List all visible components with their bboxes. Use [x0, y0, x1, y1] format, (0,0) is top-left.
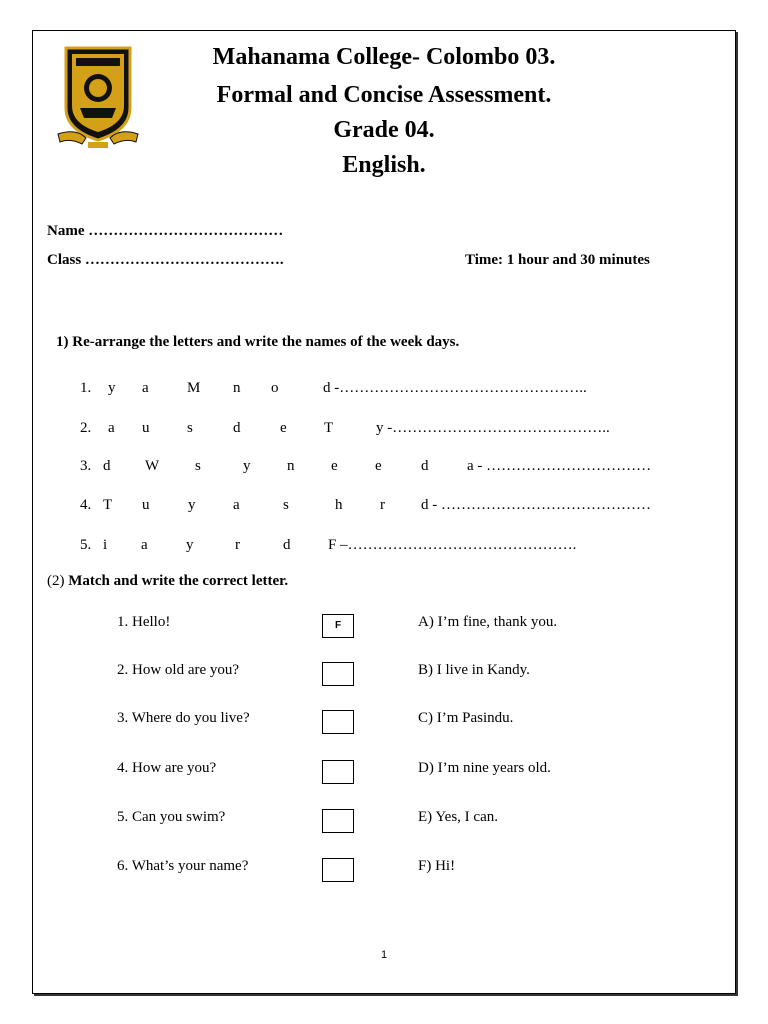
q1-scrambled-letter: a — [233, 497, 240, 513]
q1-scrambled-letter: s — [195, 458, 201, 474]
q1-scrambled-letter: e — [280, 420, 287, 436]
q1-scrambled-letter: o — [271, 380, 279, 396]
q1-title: 1) Re-arrange the letters and write the names of the week days. — [56, 334, 460, 350]
school-title: Mahanama College- Colombo 03. — [212, 44, 556, 70]
q1-scrambled-letter: h — [335, 497, 343, 513]
assessment-title: Formal and Concise Assessment. — [216, 82, 552, 108]
q1-scrambled-letter: n — [233, 380, 241, 396]
q1-scrambled-letter: y — [188, 497, 196, 513]
q1-item-number: 3. — [80, 458, 92, 474]
q1-scrambled-letter: r — [235, 537, 240, 553]
q1-scrambled-letter: e — [331, 458, 338, 474]
class-field[interactable]: Class …………………………………. — [47, 252, 284, 268]
q1-scrambled-letter: y — [243, 458, 251, 474]
q1-scrambled-letter: W — [145, 458, 160, 474]
q1-scrambled-letter: s — [283, 497, 289, 513]
q1-scrambled-letter: a — [141, 537, 148, 553]
q1-scrambled-letter: y — [108, 380, 116, 396]
q1-scrambled-letter: y — [186, 537, 194, 553]
q2-number: (2) — [47, 573, 65, 589]
name-field[interactable]: Name ………………………………… — [47, 223, 284, 239]
q1-scrambled-letter: M — [187, 380, 201, 396]
answer-box[interactable] — [322, 809, 354, 833]
answer-box[interactable] — [322, 858, 354, 882]
q1-scrambled-letter: i — [103, 537, 108, 553]
answer-box[interactable] — [322, 662, 354, 686]
match-question: 1. Hello! — [117, 614, 171, 630]
answer-box[interactable]: F — [322, 614, 354, 638]
q1-scrambled-letter: e — [375, 458, 382, 474]
q1-scrambled-letter: d — [233, 420, 241, 436]
q1-scrambled-letter: T — [324, 420, 334, 436]
q1-scrambled-letter: d — [283, 537, 291, 553]
q1-scrambled-letter: a — [142, 380, 149, 396]
match-question: 5. Can you swim? — [117, 809, 226, 825]
q1-scrambled-letter: u — [142, 497, 150, 513]
q1-scrambled-letter: d — [103, 458, 111, 474]
match-option: D) I’m nine years old. — [418, 760, 551, 776]
q2-title — [47, 573, 288, 590]
time-label: Time: 1 hour and 30 minutes — [465, 252, 650, 268]
q1-item-number: 2. — [80, 420, 92, 436]
match-option: A) I’m fine, thank you. — [418, 614, 558, 630]
q1-answer-line[interactable]: F –………………………………………. — [328, 537, 577, 553]
q1-item-number: 4. — [80, 497, 92, 513]
q2-title-text: Match and write the correct letter. — [68, 573, 289, 589]
match-option: B) I live in Kandy. — [418, 662, 530, 678]
match-option: E) Yes, I can. — [418, 809, 498, 825]
match-question: 4. How are you? — [117, 760, 217, 776]
q1-answer-line[interactable]: a - …………………………… — [467, 458, 652, 474]
q1-scrambled-letter: u — [142, 420, 150, 436]
q1-scrambled-letter: d — [421, 458, 429, 474]
q1-answer-line[interactable]: d - …………………………………… — [421, 497, 651, 513]
match-question: 6. What’s your name? — [117, 858, 249, 874]
q1-answer-line[interactable]: d -………………………………………….. — [323, 380, 587, 396]
match-question: 2. How old are you? — [117, 662, 240, 678]
q1-item-number: 1. — [80, 380, 92, 396]
q1-item-number: 5. — [80, 537, 92, 553]
grade-title: Grade 04. — [333, 117, 435, 143]
q1-scrambled-letter: n — [287, 458, 295, 474]
q1-scrambled-letter: a — [108, 420, 115, 436]
match-question: 3. Where do you live? — [117, 710, 250, 726]
q1-scrambled-letter: T — [103, 497, 113, 513]
match-option: C) I’m Pasindu. — [418, 710, 514, 726]
subject-title: English. — [342, 152, 426, 178]
page-number: 1 — [380, 949, 388, 961]
q1-scrambled-letter: r — [380, 497, 385, 513]
q1-scrambled-letter: s — [187, 420, 193, 436]
q1-answer-line[interactable]: y -…………………………………….. — [376, 420, 610, 436]
answer-box[interactable] — [322, 760, 354, 784]
answer-box[interactable] — [322, 710, 354, 734]
match-option: F) Hi! — [418, 858, 456, 874]
